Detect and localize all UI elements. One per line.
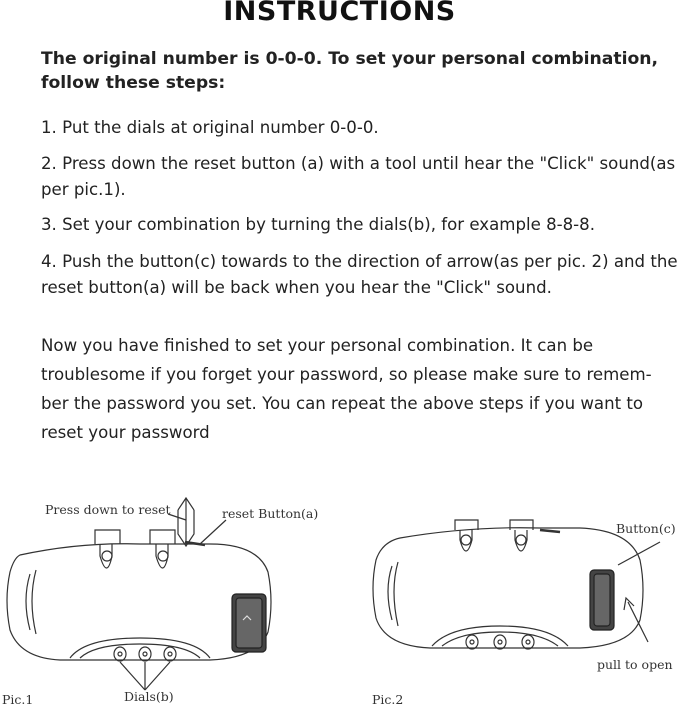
lock-illustrations (0, 490, 679, 706)
step-4: 4. Push the button(c) towards to the direction of arrow(as per pic. 2) and the reset button(a) will be back when you hear the "Click" sound. (41, 252, 678, 297)
pull-to-open-label: pull to open (597, 657, 673, 672)
reset-tool-icon (178, 498, 194, 546)
pic1-dial-window (70, 638, 210, 658)
button-c-label: Button(c) (616, 521, 676, 536)
pic2-shackle-posts (455, 520, 533, 551)
pic1-caption: Pic.1 (2, 692, 34, 707)
step-3: 3. Set your combination by turning the dials(b), for example 8-8-8. (41, 215, 595, 234)
step-2: 2. Press down the reset button (a) with a tool until hear the "Click" sound(as per pic.1). (41, 154, 676, 199)
pic2-dial-window (432, 626, 568, 646)
closing-paragraph: Now you have finished to set your personal combination. It can be troublesome if you forget your password, so please make sure to remem-ber the password you set. You can repeat the above steps if you want to reset your password (41, 336, 652, 442)
pic2-dials (466, 635, 534, 649)
pic2-caption: Pic.2 (372, 692, 404, 707)
dials-label: Dials(b) (124, 689, 174, 704)
pic1-shackle-posts (95, 530, 175, 568)
button-c-leader (618, 542, 660, 565)
step-1: 1. Put the dials at original number 0-0-0. (41, 118, 379, 137)
reset-label-leader (200, 520, 226, 544)
press-down-label: Press down to reset (45, 502, 171, 517)
dials-label-arrows (120, 662, 170, 690)
page-title: INSTRUCTIONS (223, 0, 456, 27)
press-label-leader (168, 514, 186, 520)
pic1-dials (114, 647, 176, 661)
intro-text: The original number is 0-0-0. To set your personal combination, follow these steps: (41, 49, 659, 93)
reset-button-label: reset Button(a) (222, 506, 319, 521)
